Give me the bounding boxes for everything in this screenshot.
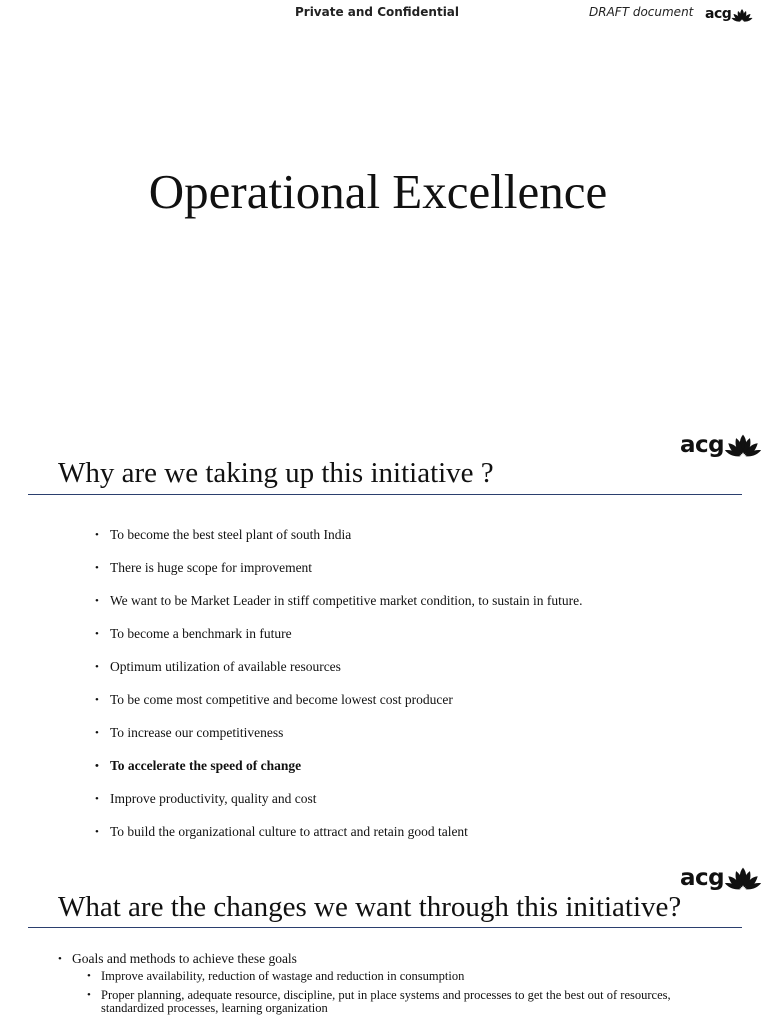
section2-logo [680, 865, 762, 891]
section2-logo-text: acg [680, 865, 725, 891]
confidentiality-label: Private and Confidential [294, 5, 460, 19]
slide-title: Operational Excellence [148, 164, 608, 219]
list-item: • To build the organizational culture to attract and retain good talent [95, 824, 735, 840]
header-logo [705, 6, 753, 22]
list-item: • To become a benchmark in future [95, 626, 735, 642]
section2-sub-bullet-list [87, 970, 707, 1021]
section2-bullet: • Goals and methods to achieve these goals [58, 951, 297, 967]
list-item: • To accelerate the speed of change [95, 758, 735, 774]
list-item: • To become the best steel plant of south India [95, 527, 735, 543]
section2-title: What are the changes we want through this initiative? [58, 891, 682, 923]
list-item: • Proper planning, adequate resource, discipline, put in place systems and processes to get the best out of resources, standardized processes, learning organization [87, 989, 707, 1016]
list-item: • Optimum utilization of available resources [95, 659, 735, 675]
section1-logo-text: acg [680, 432, 725, 458]
section1-logo [680, 432, 762, 458]
header-logo-text: acg [705, 6, 732, 22]
section1-title: Why are we taking up this initiative ? [58, 457, 494, 489]
lotus-icon [731, 8, 753, 22]
list-item: • To increase our competitiveness [95, 725, 735, 741]
lotus-icon [724, 432, 762, 458]
list-item: • To be come most competitive and become lowest cost producer [95, 692, 735, 708]
list-item: • We want to be Market Leader in stiff competitive market condition, to sustain in future. [95, 593, 735, 609]
section1-divider [28, 494, 742, 495]
lotus-icon [724, 865, 762, 891]
section2-divider [28, 927, 742, 928]
draft-label: DRAFT document [589, 5, 694, 19]
list-item: • Improve availability, reduction of wastage and reduction in consumption [87, 970, 707, 984]
list-item: • There is huge scope for improvement [95, 560, 735, 576]
list-item: • Improve productivity, quality and cost [95, 791, 735, 807]
section1-bullet-list [95, 527, 735, 857]
